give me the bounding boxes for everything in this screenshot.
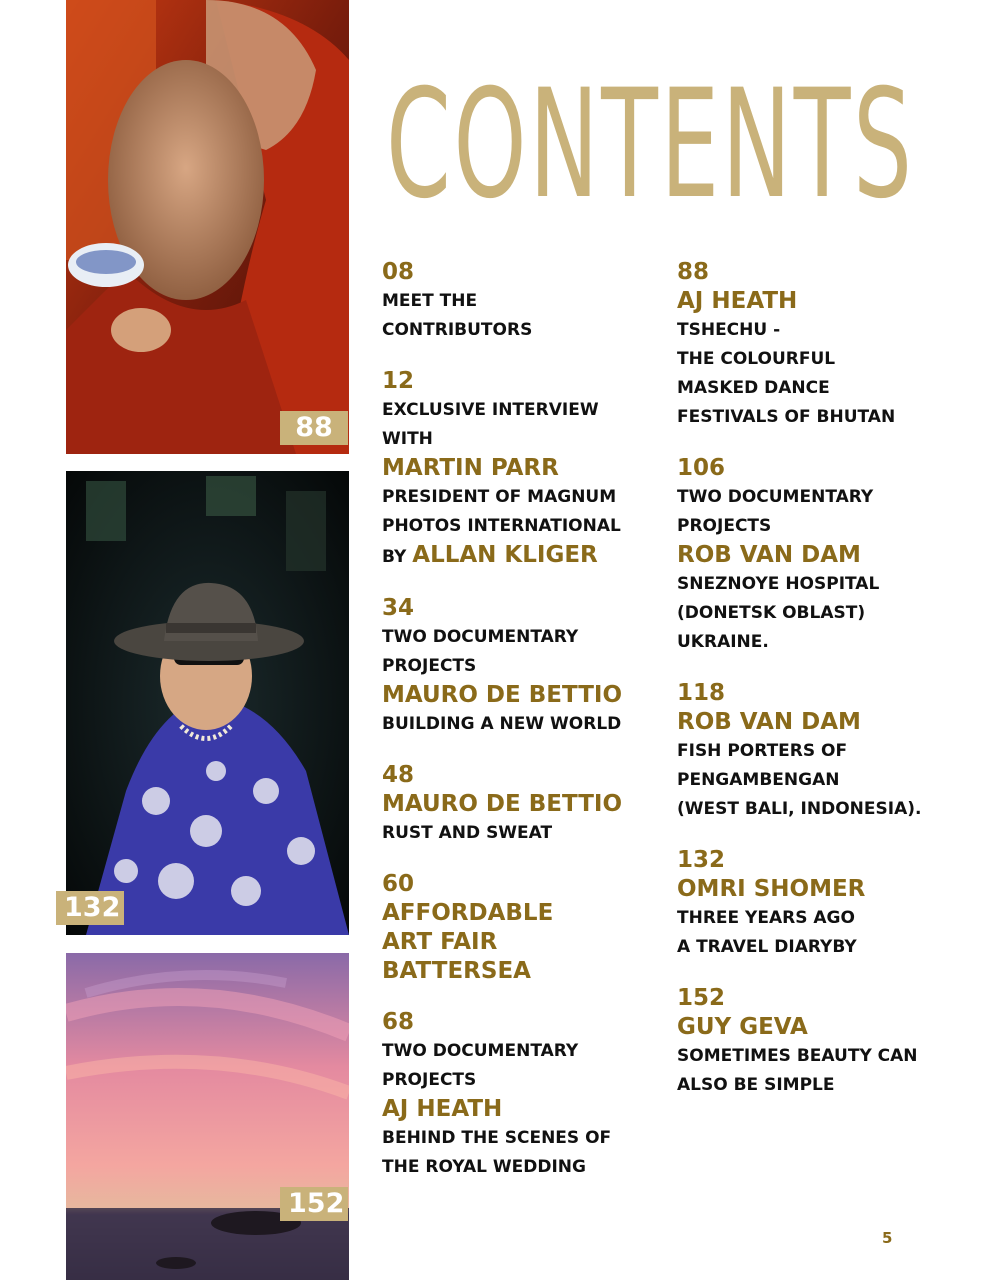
- page-title: CONTENTS: [386, 58, 915, 232]
- toc-author-name: MARTIN PARR: [382, 455, 559, 481]
- toc-line: (WEST BALI, INDONESIA).: [677, 799, 922, 819]
- toc-entry-118[interactable]: [677, 679, 977, 824]
- toc-entry-106[interactable]: [677, 454, 977, 657]
- toc-line: SNEZNOYE HOSPITAL: [677, 574, 880, 594]
- toc-author-name: ALLAN KLIGER: [412, 542, 598, 568]
- toc-line: CONTRIBUTORS: [382, 320, 533, 340]
- toc-line: TWO DOCUMENTARY: [382, 1041, 579, 1061]
- toc-line: FISH PORTERS OF: [677, 741, 848, 761]
- toc-line: PROJECTS: [382, 656, 477, 676]
- toc-line: EXCLUSIVE INTERVIEW: [382, 400, 599, 420]
- toc-entry-12[interactable]: [382, 367, 667, 572]
- toc-page-number: 132: [677, 847, 726, 873]
- toc-feature-name: AFFORDABLE: [382, 900, 554, 926]
- toc-line: PENGAMBENGAN: [677, 770, 840, 790]
- toc-line: THE ROYAL WEDDING: [382, 1157, 586, 1177]
- toc-line: PROJECTS: [382, 1070, 477, 1090]
- toc-author-name: ROB VAN DAM: [677, 542, 861, 568]
- toc-page-number: 106: [677, 455, 726, 481]
- toc-page-number: 152: [677, 985, 726, 1011]
- page-number: 5: [882, 1229, 893, 1247]
- toc-line: PRESIDENT OF MAGNUM: [382, 487, 617, 507]
- toc-page-number: 08: [382, 259, 415, 285]
- toc-entry-132[interactable]: [677, 846, 977, 962]
- toc-line: PHOTOS INTERNATIONAL: [382, 516, 621, 536]
- page-badge-132: 132: [56, 891, 124, 925]
- toc-line: RUST AND SWEAT: [382, 823, 553, 843]
- toc-line: FESTIVALS OF BHUTAN: [677, 407, 896, 427]
- toc-entry-68[interactable]: [382, 1008, 667, 1182]
- contents-column-right: [677, 258, 977, 1122]
- toc-feature-name: BATTERSEA: [382, 958, 531, 984]
- toc-line: BUILDING A NEW WORLD: [382, 714, 622, 734]
- toc-line: SOMETIMES BEAUTY CAN: [677, 1046, 918, 1066]
- photo-sunset-sea: [66, 953, 349, 1280]
- toc-by-label: BY: [382, 547, 407, 567]
- toc-line: MEET THE: [382, 291, 478, 311]
- toc-page-number: 12: [382, 368, 415, 394]
- toc-author-name: AJ HEATH: [382, 1096, 503, 1122]
- toc-entry-34[interactable]: [382, 594, 667, 739]
- toc-line: TWO DOCUMENTARY: [382, 627, 579, 647]
- toc-line: BEHIND THE SCENES OF: [382, 1128, 612, 1148]
- toc-author-name: MAURO DE BETTIO: [382, 682, 622, 708]
- toc-page-number: 68: [382, 1009, 415, 1035]
- toc-entry-48[interactable]: [382, 761, 667, 848]
- toc-page-number: 88: [677, 259, 710, 285]
- toc-entry-88[interactable]: [677, 258, 977, 432]
- page-badge-152: 152: [280, 1187, 348, 1221]
- toc-feature-name: ART FAIR: [382, 929, 498, 955]
- page-badge-88: 88: [280, 411, 348, 445]
- toc-author-name: GUY GEVA: [677, 1014, 808, 1040]
- toc-page-number: 118: [677, 680, 726, 706]
- toc-author-name: OMRI SHOMER: [677, 876, 866, 902]
- toc-author-name: AJ HEATH: [677, 288, 798, 314]
- toc-byline: [382, 541, 667, 572]
- photo-monk-drinking-tea: [66, 0, 349, 454]
- toc-page-number: 48: [382, 762, 415, 788]
- toc-page-number: 60: [382, 871, 415, 897]
- toc-page-number: 34: [382, 595, 415, 621]
- toc-entry-60[interactable]: [382, 870, 667, 986]
- toc-line: THREE YEARS AGO: [677, 908, 855, 928]
- toc-line: MASKED DANCE: [677, 378, 830, 398]
- toc-line: PROJECTS: [677, 516, 772, 536]
- toc-line: TSHECHU -: [677, 320, 781, 340]
- toc-line: TWO DOCUMENTARY: [677, 487, 874, 507]
- toc-entry-08[interactable]: [382, 258, 667, 345]
- photo-woman-in-hat: [66, 471, 349, 935]
- contents-column-left: [382, 258, 667, 1204]
- toc-line: A TRAVEL DIARYBY: [677, 937, 857, 957]
- toc-line: (DONETSK OBLAST): [677, 603, 866, 623]
- toc-line: UKRAINE.: [677, 632, 769, 652]
- toc-line: ALSO BE SIMPLE: [677, 1075, 835, 1095]
- toc-author-name: MAURO DE BETTIO: [382, 791, 622, 817]
- toc-line: WITH: [382, 429, 433, 449]
- toc-entry-152[interactable]: [677, 984, 977, 1100]
- toc-author-name: ROB VAN DAM: [677, 709, 861, 735]
- toc-line: THE COLOURFUL: [677, 349, 836, 369]
